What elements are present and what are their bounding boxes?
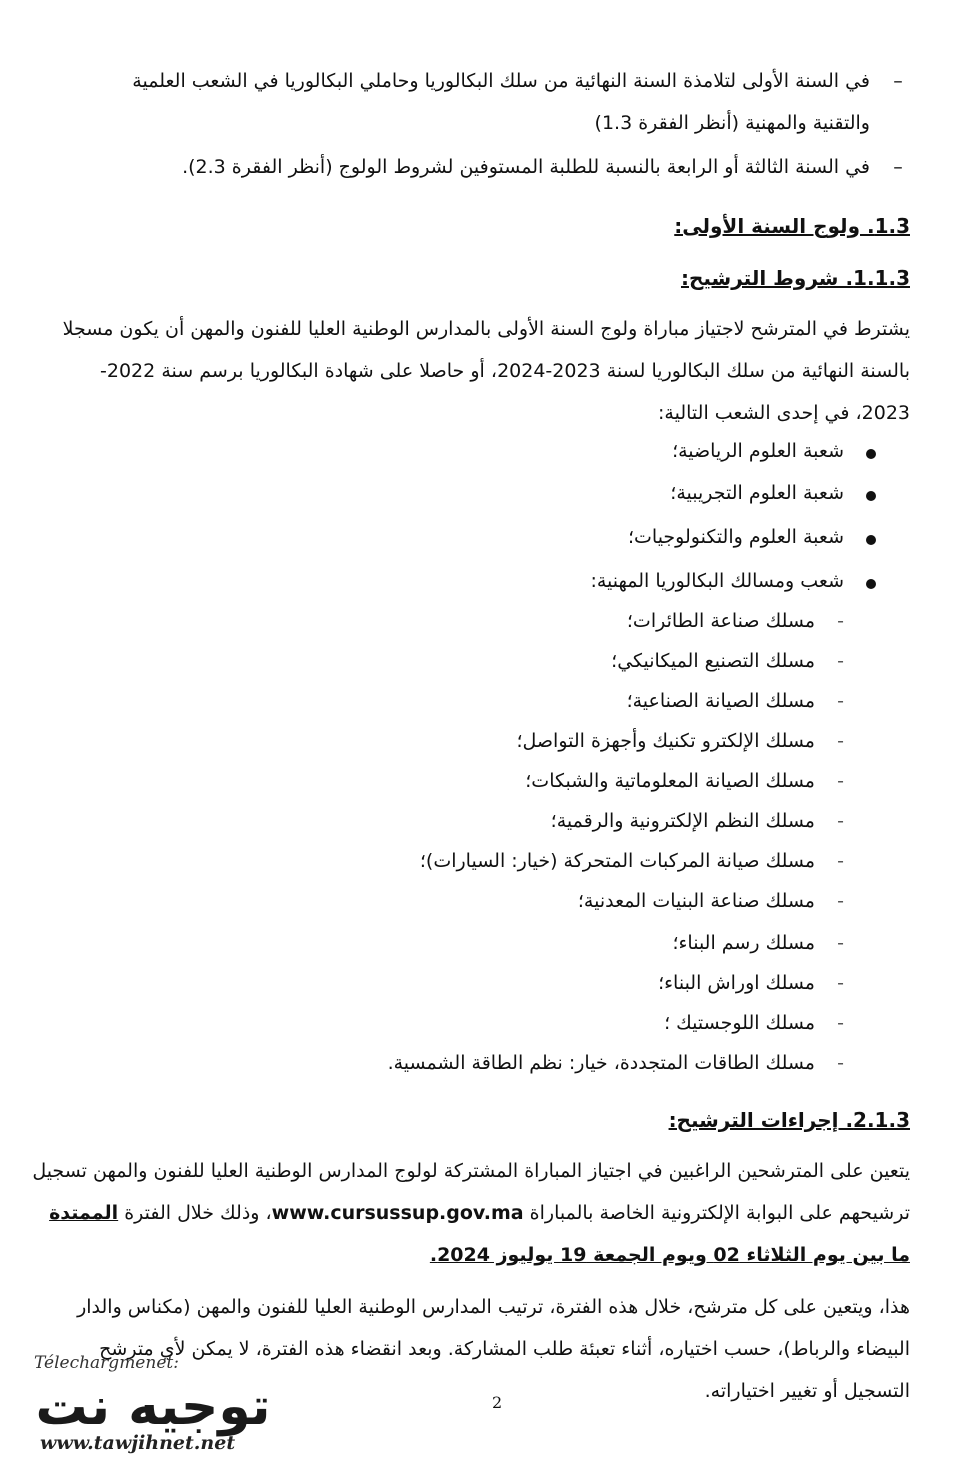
track-label: مسلك الطاقات المتجددة، خيار: نظم الطاقة الشمسية. — [387, 1052, 815, 1074]
stream-item — [100, 440, 910, 470]
track-label: مسلك النظم الإلكترونية والرقمية؛ — [550, 810, 815, 832]
dash-marker: - — [837, 730, 844, 752]
stream-label: شعبة العلوم الرياضية؛ — [672, 440, 844, 462]
track-item — [100, 810, 910, 840]
stream-item — [100, 570, 910, 600]
track-item — [100, 1052, 910, 1082]
track-label: مسلك اللوجستيك ؛ — [664, 1012, 815, 1034]
conditions-line: يشترط في المترشح لاجتياز مباراة ولوج السنة الأولى بالمدارس الوطنية العليا للفنون والمهن أن يكون مسجلا — [62, 318, 910, 340]
ranking-line: التسجيل أو تغيير اختياراته. — [704, 1380, 910, 1402]
procedure-emphasis: الممتدة — [49, 1202, 119, 1224]
dash-marker: - — [837, 690, 844, 712]
stream-item — [100, 526, 910, 556]
tawjihnet-logo — [28, 1374, 278, 1438]
procedure-dates — [100, 1240, 910, 1270]
intro-item-text: في السنة الثالثة أو الرابعة بالنسبة للطلبة المستوفين لشروط الولوج (أنظر الفقرة 2.3). — [182, 156, 870, 178]
track-label: مسلك صيانة المركبات المتحركة (خيار: السيارات)؛ — [419, 850, 815, 872]
dash-marker: - — [837, 972, 844, 994]
track-label: مسلك الصيانة المعلوماتية والشبكات؛ — [525, 770, 815, 792]
bullet-dot — [866, 449, 876, 459]
dash-marker: - — [837, 1052, 844, 1074]
dash-marker: - — [837, 610, 844, 632]
track-label: مسلك صناعة البنيات المعدنية؛ — [577, 890, 815, 912]
track-label: مسلك التصنيع الميكانيكي؛ — [611, 650, 815, 672]
intro-item-text: في السنة الأولى لتلامذة السنة النهائية من سلك البكالوريا وحاملي البكالوريا في الشعب العلمية — [132, 70, 870, 92]
bullet-dot — [866, 579, 876, 589]
stream-label: شعبة العلوم التجريبية؛ — [670, 482, 844, 504]
ranking-line: البيضاء والرباط)، حسب اختياره، أثناء تعبئة طلب المشاركة. وبعد انقضاء هذه الفترة، لا يمكن لأي مترشح — [99, 1338, 910, 1360]
bullet-dot — [866, 491, 876, 501]
section-heading: 1.3. ولوج السنة الأولى: — [674, 214, 910, 238]
track-item — [100, 890, 910, 920]
stream-label: شعبة العلوم والتكنولوجيات؛ — [627, 526, 844, 548]
procedure-line-website — [49, 1198, 910, 1228]
conditions-line: 2023، في إحدى الشعب التالية: — [658, 402, 910, 424]
track-item — [100, 1012, 910, 1042]
procedure-line: يتعين على المترشحين الراغبين في اجتياز المباراة المشتركة لولوج المدارس الوطنية العليا للفنون والمهن تسجيل — [32, 1160, 910, 1182]
dash-marker: - — [837, 890, 844, 912]
page-number: 2 — [492, 1393, 503, 1412]
track-label: مسلك رسم البناء؛ — [672, 932, 815, 954]
ranking-line: هذا، ويتعين على كل مترشح، خلال هذه الفترة، ترتيب المدارس الوطنية العليا للفنون والمهن (مكناس والدار — [77, 1296, 910, 1318]
track-item — [100, 650, 910, 680]
track-item — [100, 850, 910, 880]
watermark-url[interactable]: www.tawjihnet.net — [40, 1432, 236, 1454]
stream-label: شعب ومسالك البكالوريا المهنية: — [590, 570, 844, 592]
track-label: مسلك الصيانة الصناعية؛ — [626, 690, 815, 712]
logo-text: توجيه نت — [35, 1377, 271, 1437]
dash-marker: - — [837, 810, 844, 832]
subsection-heading-conditions: 1.1.3. شروط الترشيح: — [680, 266, 910, 290]
bullet-dot — [866, 535, 876, 545]
track-label: مسلك صناعة الطائرات؛ — [626, 610, 815, 632]
dash-marker: - — [837, 850, 844, 872]
track-item — [100, 932, 910, 962]
conditions-line: بالسنة النهائية من سلك البكالوريا لسنة 2023-2024، أو حاصلا على شهادة البكالوريا برسم سنة 2022- — [100, 360, 910, 382]
track-item — [100, 730, 910, 760]
track-item — [100, 770, 910, 800]
track-label: مسلك اوراش البناء؛ — [658, 972, 815, 994]
dash-marker: - — [837, 650, 844, 672]
dash-marker: - — [837, 932, 844, 954]
subsection-heading-procedure: 2.1.3. إجراءات الترشيح: — [668, 1108, 910, 1132]
track-item — [100, 610, 910, 640]
intro-item-text: والتقنية والمهنية (أنظر الفقرة 1.3) — [594, 112, 870, 134]
stream-item — [100, 482, 910, 512]
watermark-caption: Télechargmenet: — [34, 1353, 179, 1373]
registration-period: ما بين يوم الثلاثاء 02 ويوم الجمعة 19 يوليوز 2024. — [429, 1244, 910, 1266]
dash-marker: – — [893, 156, 903, 178]
website-link[interactable]: www.cursussup.gov.ma — [271, 1202, 524, 1224]
dash-marker: – — [893, 70, 903, 92]
dash-marker: - — [837, 1012, 844, 1034]
track-item — [100, 972, 910, 1002]
procedure-text: ، وذلك خلال الفترة — [124, 1202, 272, 1224]
dash-marker: - — [837, 770, 844, 792]
track-label: مسلك الإلكترو تكنيك وأجهزة التواصل؛ — [516, 730, 815, 752]
track-item — [100, 690, 910, 720]
procedure-text: ترشيحهم على البوابة الإلكترونية الخاصة بالمباراة — [529, 1202, 910, 1224]
